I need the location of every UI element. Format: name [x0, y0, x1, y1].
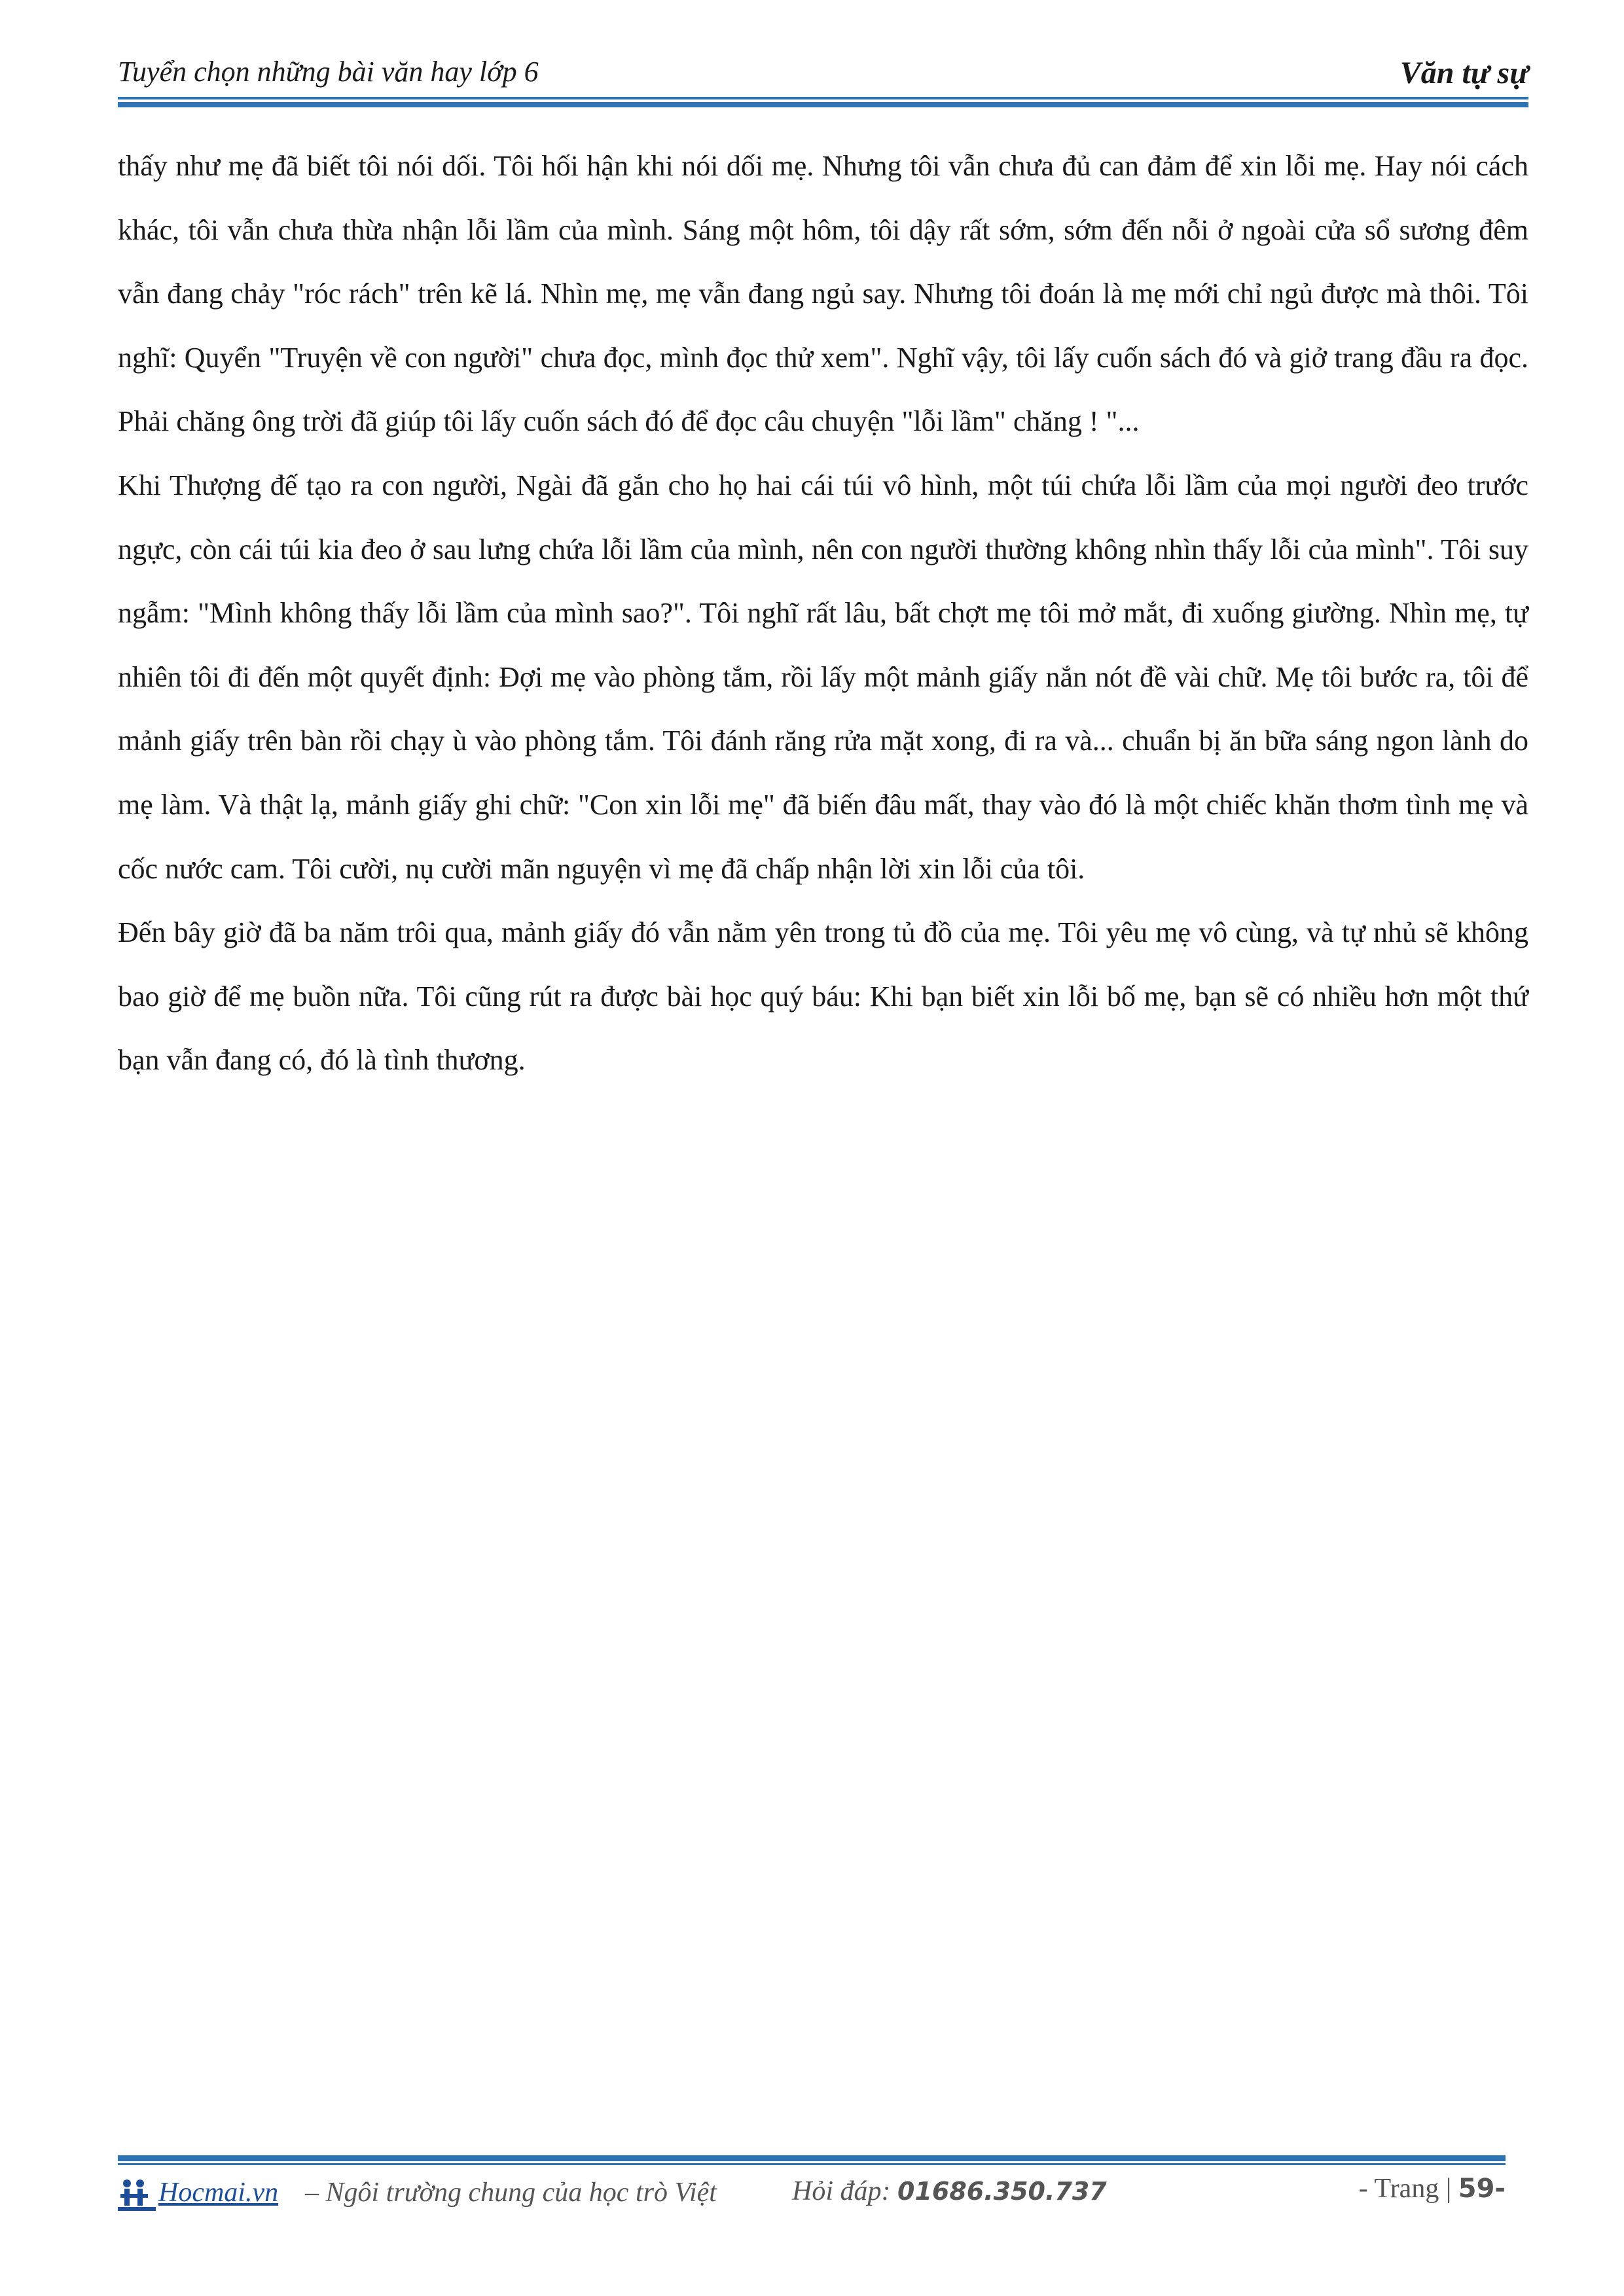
footer-slogan: – Ngôi trường chung của học trò Việt [305, 2178, 717, 2208]
paragraph-3: Đến bây giờ đã ba năm trôi qua, mảnh giấy đó vẫn nằm yên trong tủ đồ của mẹ. Tôi yêu mẹ vô cùng, và tự nhủ sẽ không bao giờ để mẹ buồn nữa. Tôi cũng rút ra được bài học quý báu: Khi bạn biết xin lỗi bố mẹ, bạn sẽ có nhiều hơn một thứ bạn vẫn đang có, đó là tình thương. [118, 916, 1528, 1077]
header-divider-thin [118, 97, 1528, 99]
footer-page-label: - Trang | [1358, 2174, 1458, 2204]
page-footer [118, 2173, 1506, 2219]
hocmai-logo-icon [118, 2178, 157, 2212]
footer-hotline-number: 01686.350.737 [897, 2177, 1107, 2206]
footer-site-link[interactable]: Hocmai.vn [158, 2178, 279, 2208]
footer-hotline [792, 2176, 1107, 2207]
header-divider [118, 97, 1528, 107]
footer-divider-thick [118, 2155, 1506, 2161]
header-book-title: Tuyển chọn những bài văn hay lớp 6 [118, 56, 539, 88]
page-header [118, 55, 1528, 96]
header-divider-thick [118, 102, 1528, 107]
footer-divider-thin [118, 2163, 1506, 2165]
paragraph-2: Khi Thượng đế tạo ra con người, Ngài đã gắn cho họ hai cái túi vô hình, một túi chứa lỗi lầm của mọi người đeo trước ngực, còn cái túi kia đeo ở sau lưng chứa lỗi lầm của mình, nên con người thường không nhìn thấy lỗi của mình". Tôi suy ngẫm: "Mình không thấy lỗi lầm của mình sao?". Tôi nghĩ rất lâu, bất chợt mẹ tôi mở mắt, đi xuống giường. Nhìn mẹ, tự nhiên tôi đi đến một quyết định: Đợi mẹ vào phòng tắm, rồi lấy một mảnh giấy nắn nót đề vài chữ. Mẹ tôi bước ra, tôi để mảnh giấy trên bàn rồi chạy ù vào phòng tắm. Tôi đánh răng rửa mặt xong, đi ra và... chuẩn bị ăn bữa sáng ngon lành do mẹ làm. Và thật lạ, mảnh giấy ghi chữ: "Con xin lỗi mẹ" đã biến đâu mất, thay vào đó là một chiếc khăn thơm tình mẹ và cốc nước cam. Tôi cười, nụ cười mãn nguyện vì mẹ đã chấp nhận lời xin lỗi của tôi. [118, 469, 1528, 885]
footer-page-number: 59- [1458, 2174, 1506, 2204]
footer-hotline-label: Hỏi đáp: [792, 2176, 897, 2206]
document-body [118, 134, 1528, 1092]
footer-divider [118, 2155, 1506, 2166]
paragraph-1: thấy như mẹ đã biết tôi nói dối. Tôi hối hận khi nói dối mẹ. Nhưng tôi vẫn chưa đủ can đảm để xin lỗi mẹ. Hay nói cách khác, tôi vẫn chưa thừa nhận lỗi lầm của mình. Sáng một hôm, tôi dậy rất sớm, sớm đến nỗi ở ngoài cửa sổ sương đêm vẫn đang chảy "róc rách" trên kẽ lá. Nhìn mẹ, mẹ vẫn đang ngủ say. Nhưng tôi đoán là mẹ mới chỉ ngủ được mà thôi. Tôi nghĩ: Quyển "Truyện về con người" chưa đọc, mình đọc thử xem". Nghĩ vậy, tôi lấy cuốn sách đó và giở trang đầu ra đọc. Phải chăng ông trời đã giúp tôi lấy cuốn sách đó để đọc câu chuyện "lỗi lầm" chăng ! "... [118, 150, 1528, 438]
footer-page-indicator [1359, 2173, 1506, 2204]
header-section-title: Văn tự sự [1399, 56, 1528, 90]
